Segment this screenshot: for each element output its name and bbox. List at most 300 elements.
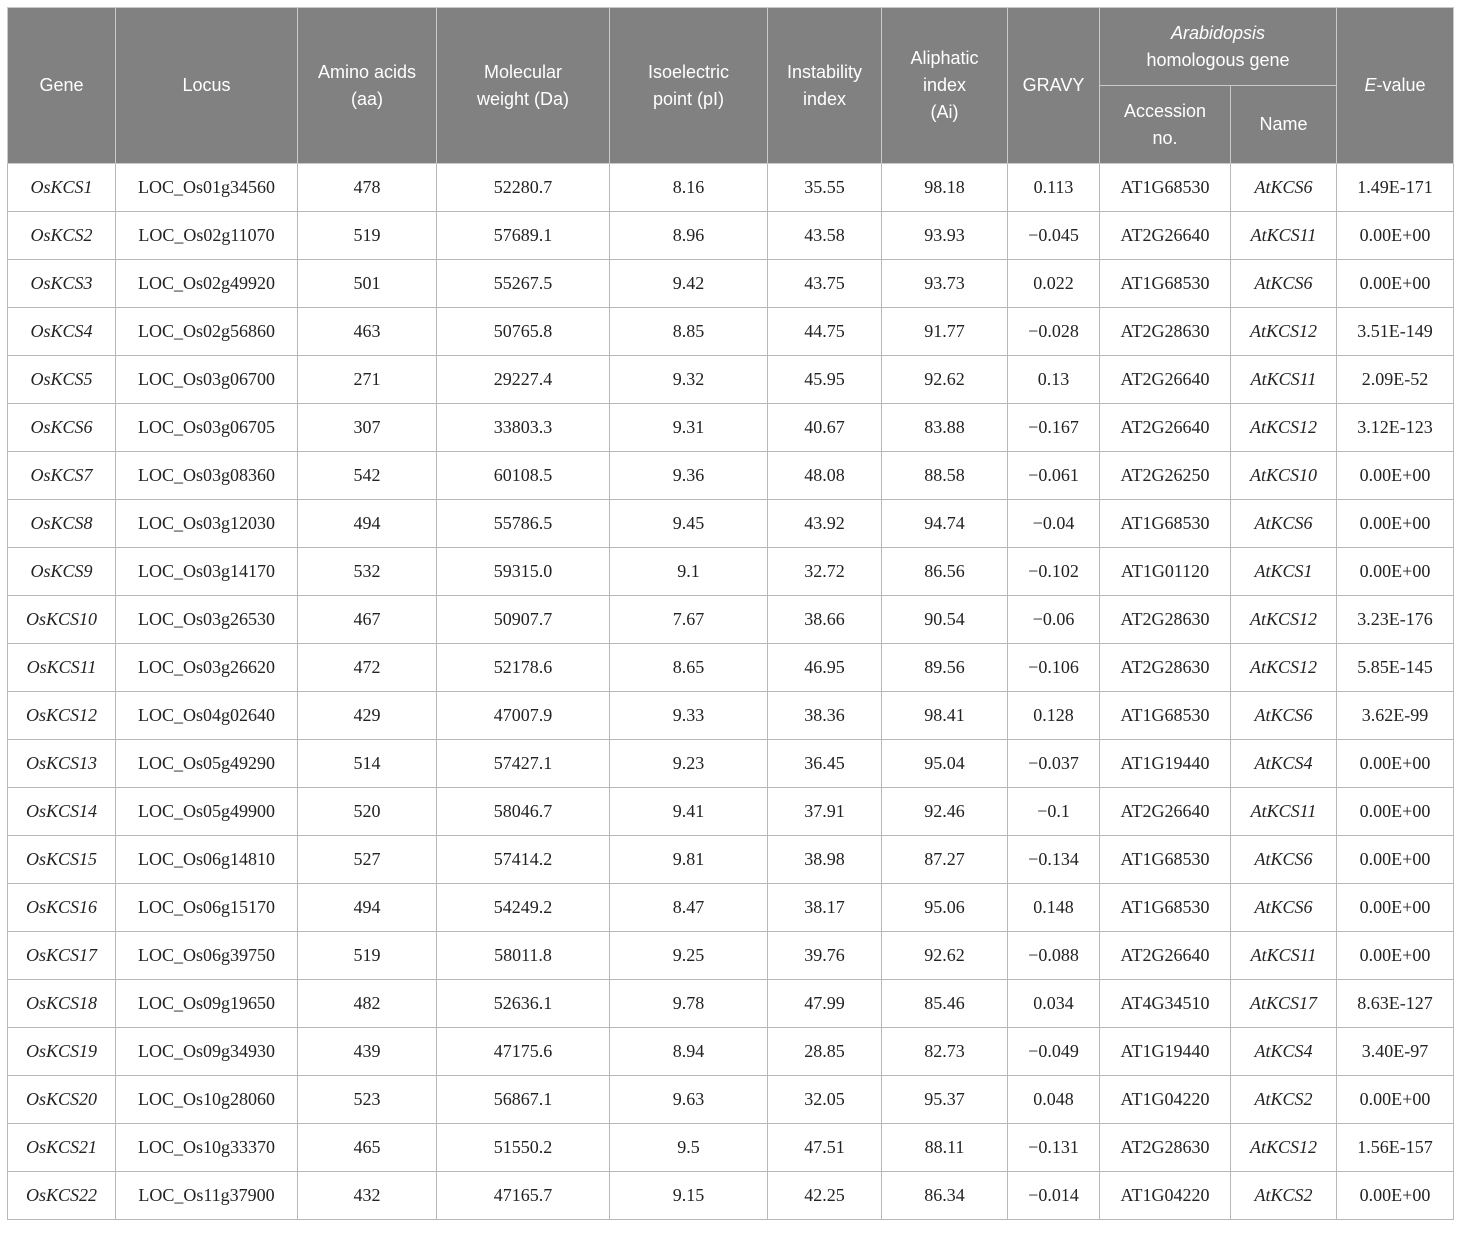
cell-accession: AT2G26640	[1100, 212, 1231, 260]
cell-molecular-weight: 56867.1	[437, 1076, 610, 1124]
cell-aliphatic-index: 86.34	[882, 1172, 1008, 1220]
table-header	[8, 8, 1454, 164]
cell-evalue: 8.63E-127	[1337, 980, 1454, 1028]
cell-locus: LOC_Os05g49290	[116, 740, 298, 788]
cell-gravy: −0.028	[1008, 308, 1100, 356]
cell-gravy: −0.088	[1008, 932, 1100, 980]
cell-name: AtKCS1	[1231, 548, 1337, 596]
cell-locus: LOC_Os02g11070	[116, 212, 298, 260]
cell-gravy: 0.13	[1008, 356, 1100, 404]
cell-amino-acids: 532	[298, 548, 437, 596]
cell-gravy: −0.06	[1008, 596, 1100, 644]
cell-amino-acids: 432	[298, 1172, 437, 1220]
cell-molecular-weight: 55267.5	[437, 260, 610, 308]
cell-amino-acids: 542	[298, 452, 437, 500]
cell-evalue: 0.00E+00	[1337, 452, 1454, 500]
cell-gravy: 0.048	[1008, 1076, 1100, 1124]
cell-molecular-weight: 51550.2	[437, 1124, 610, 1172]
header-gravy	[1008, 8, 1100, 164]
header-evalue	[1337, 8, 1454, 164]
cell-amino-acids: 519	[298, 932, 437, 980]
cell-accession: AT1G68530	[1100, 164, 1231, 212]
cell-gravy: 0.148	[1008, 884, 1100, 932]
cell-gene: OsKCS16	[8, 884, 116, 932]
cell-isoelectric-point: 9.1	[610, 548, 768, 596]
cell-instability-index: 43.58	[768, 212, 882, 260]
cell-name: AtKCS11	[1231, 212, 1337, 260]
cell-name: AtKCS11	[1231, 932, 1337, 980]
cell-name: AtKCS6	[1231, 836, 1337, 884]
cell-instability-index: 38.98	[768, 836, 882, 884]
cell-instability-index: 32.72	[768, 548, 882, 596]
cell-aliphatic-index: 88.11	[882, 1124, 1008, 1172]
cell-accession: AT4G34510	[1100, 980, 1231, 1028]
cell-accession: AT2G26640	[1100, 356, 1231, 404]
cell-amino-acids: 494	[298, 500, 437, 548]
cell-aliphatic-index: 87.27	[882, 836, 1008, 884]
cell-aliphatic-index: 90.54	[882, 596, 1008, 644]
cell-gene: OsKCS2	[8, 212, 116, 260]
cell-instability-index: 28.85	[768, 1028, 882, 1076]
cell-evalue: 3.40E-97	[1337, 1028, 1454, 1076]
cell-isoelectric-point: 9.41	[610, 788, 768, 836]
cell-isoelectric-point: 7.67	[610, 596, 768, 644]
cell-instability-index: 42.25	[768, 1172, 882, 1220]
header-line: index	[922, 75, 967, 95]
cell-instability-index: 47.51	[768, 1124, 882, 1172]
cell-name: AtKCS12	[1231, 596, 1337, 644]
cell-isoelectric-point: 9.42	[610, 260, 768, 308]
table-row	[8, 884, 1454, 932]
cell-name: AtKCS4	[1231, 740, 1337, 788]
table-row	[8, 788, 1454, 836]
cell-amino-acids: 482	[298, 980, 437, 1028]
cell-isoelectric-point: 8.65	[610, 644, 768, 692]
cell-locus: LOC_Os03g06700	[116, 356, 298, 404]
cell-locus: LOC_Os03g08360	[116, 452, 298, 500]
cell-aliphatic-index: 89.56	[882, 644, 1008, 692]
cell-instability-index: 39.76	[768, 932, 882, 980]
cell-gravy: 0.128	[1008, 692, 1100, 740]
cell-locus: LOC_Os02g56860	[116, 308, 298, 356]
cell-instability-index: 38.36	[768, 692, 882, 740]
cell-evalue: 0.00E+00	[1337, 932, 1454, 980]
cell-gene: OsKCS4	[8, 308, 116, 356]
cell-accession: AT1G68530	[1100, 500, 1231, 548]
cell-amino-acids: 494	[298, 884, 437, 932]
cell-locus: LOC_Os03g06705	[116, 404, 298, 452]
cell-gravy: −0.061	[1008, 452, 1100, 500]
table-row	[8, 1076, 1454, 1124]
cell-gravy: 0.022	[1008, 260, 1100, 308]
cell-name: AtKCS11	[1231, 788, 1337, 836]
cell-gene: OsKCS10	[8, 596, 116, 644]
cell-gene: OsKCS19	[8, 1028, 116, 1076]
cell-instability-index: 37.91	[768, 788, 882, 836]
cell-isoelectric-point: 8.47	[610, 884, 768, 932]
table-body	[8, 164, 1454, 1220]
cell-isoelectric-point: 8.96	[610, 212, 768, 260]
table-row	[8, 692, 1454, 740]
cell-locus: LOC_Os09g34930	[116, 1028, 298, 1076]
cell-locus: LOC_Os10g28060	[116, 1076, 298, 1124]
cell-evalue: 0.00E+00	[1337, 788, 1454, 836]
cell-instability-index: 38.66	[768, 596, 882, 644]
cell-molecular-weight: 47165.7	[437, 1172, 610, 1220]
cell-amino-acids: 467	[298, 596, 437, 644]
cell-accession: AT1G68530	[1100, 692, 1231, 740]
cell-isoelectric-point: 9.23	[610, 740, 768, 788]
table-row	[8, 596, 1454, 644]
header-evalue-e: E	[1364, 75, 1377, 95]
cell-locus: LOC_Os03g26530	[116, 596, 298, 644]
cell-instability-index: 38.17	[768, 884, 882, 932]
cell-gravy: −0.049	[1008, 1028, 1100, 1076]
cell-gene: OsKCS15	[8, 836, 116, 884]
cell-accession: AT2G26640	[1100, 932, 1231, 980]
cell-molecular-weight: 52280.7	[437, 164, 610, 212]
cell-name: AtKCS12	[1231, 404, 1337, 452]
cell-locus: LOC_Os06g14810	[116, 836, 298, 884]
cell-isoelectric-point: 9.25	[610, 932, 768, 980]
cell-name: AtKCS6	[1231, 692, 1337, 740]
cell-isoelectric-point: 9.33	[610, 692, 768, 740]
cell-aliphatic-index: 91.77	[882, 308, 1008, 356]
cell-molecular-weight: 57689.1	[437, 212, 610, 260]
cell-isoelectric-point: 9.63	[610, 1076, 768, 1124]
cell-amino-acids: 520	[298, 788, 437, 836]
header-molecular-weight	[437, 8, 610, 164]
cell-instability-index: 45.95	[768, 356, 882, 404]
cell-evalue: 1.56E-157	[1337, 1124, 1454, 1172]
cell-evalue: 0.00E+00	[1337, 1172, 1454, 1220]
cell-gravy: −0.037	[1008, 740, 1100, 788]
cell-aliphatic-index: 95.04	[882, 740, 1008, 788]
cell-name: AtKCS12	[1231, 308, 1337, 356]
cell-evalue: 0.00E+00	[1337, 212, 1454, 260]
cell-evalue: 2.09E-52	[1337, 356, 1454, 404]
cell-aliphatic-index: 95.06	[882, 884, 1008, 932]
cell-locus: LOC_Os06g39750	[116, 932, 298, 980]
cell-accession: AT2G28630	[1100, 644, 1231, 692]
cell-aliphatic-index: 83.88	[882, 404, 1008, 452]
cell-evalue: 3.51E-149	[1337, 308, 1454, 356]
cell-aliphatic-index: 82.73	[882, 1028, 1008, 1076]
cell-aliphatic-index: 85.46	[882, 980, 1008, 1028]
table-row	[8, 308, 1454, 356]
header-line: Amino acids	[317, 61, 417, 82]
cell-gene: OsKCS13	[8, 740, 116, 788]
cell-molecular-weight: 52636.1	[437, 980, 610, 1028]
cell-accession: AT1G68530	[1100, 836, 1231, 884]
cell-accession: AT2G28630	[1100, 596, 1231, 644]
cell-evalue: 0.00E+00	[1337, 260, 1454, 308]
cell-evalue: 0.00E+00	[1337, 740, 1454, 788]
cell-amino-acids: 465	[298, 1124, 437, 1172]
cell-molecular-weight: 50765.8	[437, 308, 610, 356]
table-row	[8, 932, 1454, 980]
table-row	[8, 1028, 1454, 1076]
cell-aliphatic-index: 93.73	[882, 260, 1008, 308]
cell-amino-acids: 519	[298, 212, 437, 260]
cell-accession: AT1G01120	[1100, 548, 1231, 596]
cell-evalue: 5.85E-145	[1337, 644, 1454, 692]
cell-isoelectric-point: 8.94	[610, 1028, 768, 1076]
header-line: Isoelectric	[647, 61, 730, 82]
cell-instability-index: 44.75	[768, 308, 882, 356]
cell-gene: OsKCS14	[8, 788, 116, 836]
cell-accession: AT1G19440	[1100, 1028, 1231, 1076]
cell-aliphatic-index: 98.41	[882, 692, 1008, 740]
cell-amino-acids: 463	[298, 308, 437, 356]
header-instability-index	[768, 8, 882, 164]
table-row	[8, 500, 1454, 548]
cell-isoelectric-point: 9.45	[610, 500, 768, 548]
cell-isoelectric-point: 9.32	[610, 356, 768, 404]
cell-name: AtKCS6	[1231, 260, 1337, 308]
cell-name: AtKCS6	[1231, 500, 1337, 548]
cell-accession: AT1G04220	[1100, 1172, 1231, 1220]
cell-gravy: −0.106	[1008, 644, 1100, 692]
cell-molecular-weight: 47007.9	[437, 692, 610, 740]
cell-name: AtKCS4	[1231, 1028, 1337, 1076]
cell-gene: OsKCS5	[8, 356, 116, 404]
cell-gene: OsKCS8	[8, 500, 116, 548]
cell-instability-index: 47.99	[768, 980, 882, 1028]
cell-accession: AT2G28630	[1100, 308, 1231, 356]
cell-molecular-weight: 58046.7	[437, 788, 610, 836]
header-accession	[1100, 86, 1231, 164]
cell-amino-acids: 527	[298, 836, 437, 884]
cell-gravy: −0.131	[1008, 1124, 1100, 1172]
cell-accession: AT1G04220	[1100, 1076, 1231, 1124]
cell-gene: OsKCS1	[8, 164, 116, 212]
cell-evalue: 3.12E-123	[1337, 404, 1454, 452]
cell-evalue: 1.49E-171	[1337, 164, 1454, 212]
cell-instability-index: 43.92	[768, 500, 882, 548]
cell-gravy: −0.167	[1008, 404, 1100, 452]
header-name	[1231, 86, 1337, 164]
cell-name: AtKCS2	[1231, 1076, 1337, 1124]
cell-accession: AT2G26640	[1100, 404, 1231, 452]
cell-locus: LOC_Os06g15170	[116, 884, 298, 932]
cell-locus: LOC_Os10g33370	[116, 1124, 298, 1172]
cell-amino-acids: 307	[298, 404, 437, 452]
cell-molecular-weight: 50907.7	[437, 596, 610, 644]
cell-accession: AT2G26640	[1100, 788, 1231, 836]
cell-gravy: −0.04	[1008, 500, 1100, 548]
cell-evalue: 0.00E+00	[1337, 884, 1454, 932]
cell-isoelectric-point: 9.78	[610, 980, 768, 1028]
table-row	[8, 836, 1454, 884]
cell-evalue: 0.00E+00	[1337, 500, 1454, 548]
cell-locus: LOC_Os02g49920	[116, 260, 298, 308]
cell-molecular-weight: 47175.6	[437, 1028, 610, 1076]
cell-locus: LOC_Os05g49900	[116, 788, 298, 836]
cell-molecular-weight: 57414.2	[437, 836, 610, 884]
header-gene-label: Gene	[39, 75, 84, 95]
cell-molecular-weight: 58011.8	[437, 932, 610, 980]
cell-amino-acids: 523	[298, 1076, 437, 1124]
cell-amino-acids: 501	[298, 260, 437, 308]
cell-gene: OsKCS21	[8, 1124, 116, 1172]
cell-name: AtKCS11	[1231, 356, 1337, 404]
cell-aliphatic-index: 94.74	[882, 500, 1008, 548]
cell-gene: OsKCS22	[8, 1172, 116, 1220]
header-line: Accession	[1123, 100, 1207, 121]
header-line: homologous gene	[1146, 49, 1290, 70]
cell-molecular-weight: 29227.4	[437, 356, 610, 404]
cell-instability-index: 36.45	[768, 740, 882, 788]
cell-gravy: 0.113	[1008, 164, 1100, 212]
cell-amino-acids: 429	[298, 692, 437, 740]
cell-amino-acids: 439	[298, 1028, 437, 1076]
cell-accession: AT2G28630	[1100, 1124, 1231, 1172]
cell-isoelectric-point: 8.16	[610, 164, 768, 212]
cell-locus: LOC_Os03g14170	[116, 548, 298, 596]
header-line: point (pI)	[652, 88, 725, 109]
cell-name: AtKCS2	[1231, 1172, 1337, 1220]
header-amino-acids	[298, 8, 437, 164]
table-row	[8, 452, 1454, 500]
cell-locus: LOC_Os03g12030	[116, 500, 298, 548]
cell-locus: LOC_Os09g19650	[116, 980, 298, 1028]
cell-isoelectric-point: 9.81	[610, 836, 768, 884]
cell-molecular-weight: 59315.0	[437, 548, 610, 596]
cell-gene: OsKCS6	[8, 404, 116, 452]
cell-instability-index: 48.08	[768, 452, 882, 500]
cell-instability-index: 46.95	[768, 644, 882, 692]
cell-gravy: −0.045	[1008, 212, 1100, 260]
header-line: (Ai)	[930, 102, 959, 122]
header-line: Instability	[786, 61, 863, 82]
table-row	[8, 260, 1454, 308]
cell-molecular-weight: 60108.5	[437, 452, 610, 500]
cell-accession: AT1G68530	[1100, 260, 1231, 308]
header-line: index	[802, 88, 847, 109]
table-row	[8, 212, 1454, 260]
cell-evalue: 0.00E+00	[1337, 836, 1454, 884]
header-name-label: Name	[1259, 114, 1308, 134]
header-line: Molecular	[483, 61, 563, 82]
cell-evalue: 0.00E+00	[1337, 548, 1454, 596]
cell-locus: LOC_Os03g26620	[116, 644, 298, 692]
cell-accession: AT1G68530	[1100, 884, 1231, 932]
kcs-properties-table	[7, 7, 1454, 1220]
cell-molecular-weight: 55786.5	[437, 500, 610, 548]
cell-isoelectric-point: 9.31	[610, 404, 768, 452]
header-homologous-gene	[1100, 8, 1337, 86]
cell-aliphatic-index: 95.37	[882, 1076, 1008, 1124]
header-line: Aliphatic	[910, 48, 979, 68]
header-isoelectric-point	[610, 8, 768, 164]
cell-name: AtKCS10	[1231, 452, 1337, 500]
cell-isoelectric-point: 9.36	[610, 452, 768, 500]
table-row	[8, 644, 1454, 692]
cell-isoelectric-point: 9.15	[610, 1172, 768, 1220]
cell-name: AtKCS12	[1231, 644, 1337, 692]
cell-gravy: −0.134	[1008, 836, 1100, 884]
header-gene	[8, 8, 116, 164]
cell-aliphatic-index: 93.93	[882, 212, 1008, 260]
cell-instability-index: 35.55	[768, 164, 882, 212]
cell-locus: LOC_Os11g37900	[116, 1172, 298, 1220]
cell-evalue: 3.23E-176	[1337, 596, 1454, 644]
cell-gene: OsKCS17	[8, 932, 116, 980]
cell-amino-acids: 478	[298, 164, 437, 212]
table-row	[8, 548, 1454, 596]
header-aliphatic-index	[882, 8, 1008, 164]
table-row	[8, 164, 1454, 212]
header-locus	[116, 8, 298, 164]
table-row	[8, 1172, 1454, 1220]
table-row	[8, 404, 1454, 452]
cell-accession: AT2G26250	[1100, 452, 1231, 500]
cell-gene: OsKCS12	[8, 692, 116, 740]
cell-aliphatic-index: 98.18	[882, 164, 1008, 212]
cell-amino-acids: 514	[298, 740, 437, 788]
cell-evalue: 0.00E+00	[1337, 1076, 1454, 1124]
cell-instability-index: 32.05	[768, 1076, 882, 1124]
table-row	[8, 740, 1454, 788]
cell-isoelectric-point: 9.5	[610, 1124, 768, 1172]
cell-accession: AT1G19440	[1100, 740, 1231, 788]
cell-molecular-weight: 57427.1	[437, 740, 610, 788]
cell-gene: OsKCS3	[8, 260, 116, 308]
cell-name: AtKCS12	[1231, 1124, 1337, 1172]
cell-aliphatic-index: 88.58	[882, 452, 1008, 500]
cell-gravy: −0.1	[1008, 788, 1100, 836]
cell-instability-index: 40.67	[768, 404, 882, 452]
cell-aliphatic-index: 92.62	[882, 356, 1008, 404]
cell-gravy: 0.034	[1008, 980, 1100, 1028]
cell-gene: OsKCS7	[8, 452, 116, 500]
header-line: weight (Da)	[476, 88, 570, 109]
cell-amino-acids: 472	[298, 644, 437, 692]
cell-instability-index: 43.75	[768, 260, 882, 308]
cell-gene: OsKCS9	[8, 548, 116, 596]
cell-locus: LOC_Os01g34560	[116, 164, 298, 212]
cell-gravy: −0.102	[1008, 548, 1100, 596]
cell-isoelectric-point: 8.85	[610, 308, 768, 356]
cell-locus: LOC_Os04g02640	[116, 692, 298, 740]
table-row	[8, 980, 1454, 1028]
cell-aliphatic-index: 92.62	[882, 932, 1008, 980]
cell-aliphatic-index: 86.56	[882, 548, 1008, 596]
table-row	[8, 1124, 1454, 1172]
cell-aliphatic-index: 92.46	[882, 788, 1008, 836]
cell-molecular-weight: 52178.6	[437, 644, 610, 692]
cell-name: AtKCS6	[1231, 164, 1337, 212]
header-line: no.	[1152, 127, 1178, 148]
header-evalue-rest: -value	[1376, 75, 1426, 95]
table-row	[8, 356, 1454, 404]
cell-gene: OsKCS18	[8, 980, 116, 1028]
cell-amino-acids: 271	[298, 356, 437, 404]
cell-gravy: −0.014	[1008, 1172, 1100, 1220]
cell-gene: OsKCS20	[8, 1076, 116, 1124]
header-line: Arabidopsis	[1170, 22, 1266, 43]
cell-molecular-weight: 54249.2	[437, 884, 610, 932]
cell-gene: OsKCS11	[8, 644, 116, 692]
cell-molecular-weight: 33803.3	[437, 404, 610, 452]
cell-evalue: 3.62E-99	[1337, 692, 1454, 740]
header-gravy-label: GRAVY	[1022, 75, 1085, 95]
cell-name: AtKCS17	[1231, 980, 1337, 1028]
cell-name: AtKCS6	[1231, 884, 1337, 932]
header-line: (aa)	[350, 88, 383, 109]
header-locus-label: Locus	[182, 75, 231, 95]
